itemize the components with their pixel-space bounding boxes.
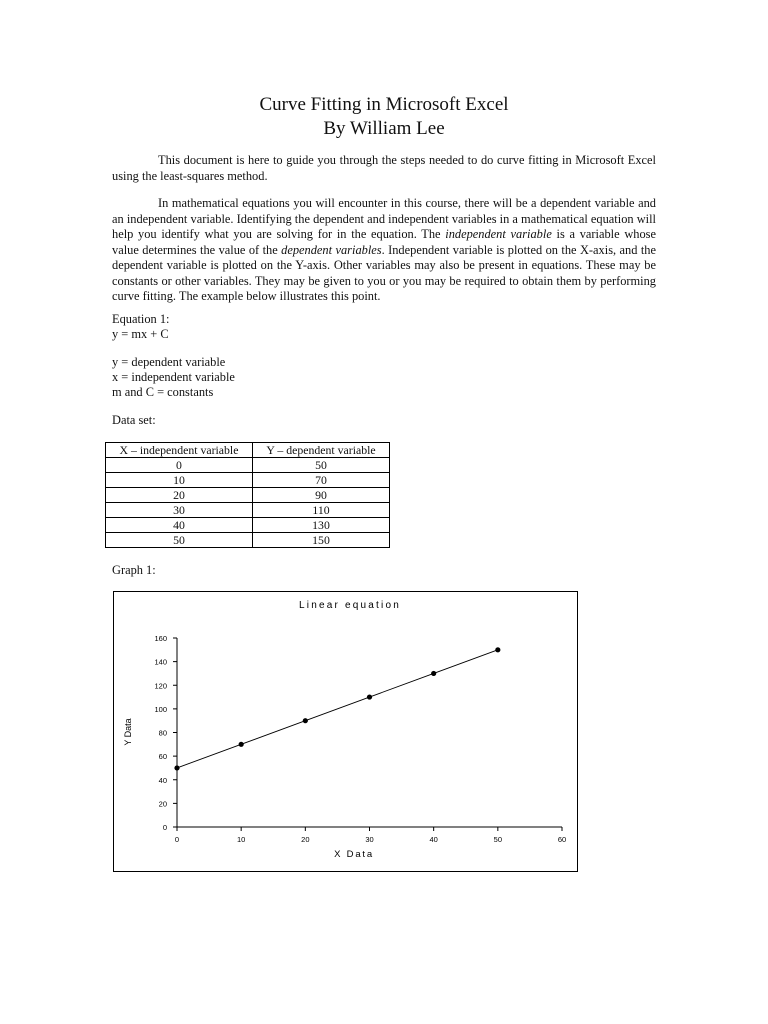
table-header-y: Y – dependent variable bbox=[253, 443, 390, 458]
table-header-x: X – independent variable bbox=[106, 443, 253, 458]
x-tick-label: 10 bbox=[236, 835, 246, 844]
x-tick-label: 0 bbox=[174, 835, 180, 844]
series-line bbox=[177, 650, 498, 768]
intro-text: This document is here to guide you through the steps needed to do curve fitting in Microsoft Excel using the least-squares method. bbox=[112, 153, 656, 183]
table-cell-y: 70 bbox=[253, 473, 390, 488]
para-text-c: is a variable whose value determines the value of the bbox=[112, 227, 656, 257]
para-text-a: In mathematical equations you will encounter in this course, there will be a dependent variable and an independent variable. Identifying the dependent and independent variables in a mathematical equation will help you identify what you are solving for in the equation. The bbox=[112, 196, 656, 241]
intro-paragraph bbox=[112, 153, 656, 184]
table-cell-y: 150 bbox=[253, 533, 390, 548]
table-cell-x: 30 bbox=[106, 503, 253, 518]
equation-label: Equation 1: bbox=[112, 312, 170, 326]
data-point bbox=[239, 742, 244, 747]
data-table bbox=[105, 442, 390, 548]
chart-y-axis-label: Y Data bbox=[123, 718, 133, 746]
table-cell-x: 40 bbox=[106, 518, 253, 533]
table-row bbox=[106, 488, 390, 503]
x-tick-label: 60 bbox=[557, 835, 567, 844]
y-tick-label: 40 bbox=[158, 775, 167, 785]
table-row bbox=[106, 503, 390, 518]
document-title: Curve Fitting in Microsoft Excel bbox=[259, 94, 509, 115]
para-text-dependent: dependent variables bbox=[281, 242, 382, 257]
y-tick-label: 60 bbox=[158, 752, 167, 762]
table-cell-y: 110 bbox=[253, 503, 390, 518]
table-cell-x: 10 bbox=[106, 473, 253, 488]
y-tick-label: 100 bbox=[154, 704, 167, 714]
x-tick-label: 20 bbox=[301, 835, 310, 844]
equation: y = mx + C bbox=[112, 327, 169, 341]
definition-y: y = dependent variable bbox=[112, 355, 226, 369]
x-tick-label: 50 bbox=[493, 835, 503, 844]
chart-x-axis-label: X Data bbox=[334, 849, 374, 860]
variables-paragraph bbox=[112, 196, 656, 305]
definition-x: x = independent variable bbox=[112, 370, 235, 384]
y-tick-label: 0 bbox=[162, 823, 167, 832]
y-tick-label: 80 bbox=[158, 728, 167, 738]
y-tick-label: 160 bbox=[154, 634, 167, 643]
table-cell-x: 50 bbox=[106, 533, 253, 548]
para-text-independent: independent variable bbox=[445, 227, 552, 241]
data-point bbox=[303, 718, 308, 723]
table-row bbox=[106, 518, 390, 533]
table-cell-y: 50 bbox=[253, 458, 390, 473]
x-tick-label: 30 bbox=[365, 835, 374, 844]
table-row bbox=[106, 473, 390, 488]
data-point bbox=[174, 765, 179, 770]
chart-title: Linear equation bbox=[299, 600, 401, 611]
definition-constants: m and C = constants bbox=[112, 385, 214, 399]
data-point bbox=[367, 694, 372, 699]
table-cell-x: 20 bbox=[106, 488, 253, 503]
data-point bbox=[431, 671, 436, 676]
table-cell-y: 130 bbox=[253, 518, 390, 533]
x-tick-label: 40 bbox=[429, 835, 438, 844]
y-tick-label: 120 bbox=[154, 681, 167, 691]
data-point bbox=[495, 647, 500, 652]
table-header-row bbox=[106, 443, 390, 458]
document-author: By William Lee bbox=[323, 118, 445, 139]
y-tick-label: 20 bbox=[158, 799, 167, 809]
table-row bbox=[106, 533, 390, 548]
linear-equation-chart bbox=[114, 592, 577, 871]
table-cell-y: 90 bbox=[253, 488, 390, 503]
chart-frame bbox=[113, 591, 578, 872]
dataset-label: Data set: bbox=[112, 413, 156, 427]
table-row bbox=[106, 458, 390, 473]
table-cell-x: 0 bbox=[106, 458, 253, 473]
y-tick-label: 140 bbox=[154, 657, 167, 667]
para-text-e: . Independent variable is plotted on the X-axis, and the dependent variable is plotted on the Y-axis. Other variables may also be present in equations. These may be constants or other variables. They may be given to you or you may be required to obtain them by performing curve fitting. The example below illustrates this point. bbox=[112, 242, 656, 303]
graph-label: Graph 1: bbox=[112, 563, 156, 577]
